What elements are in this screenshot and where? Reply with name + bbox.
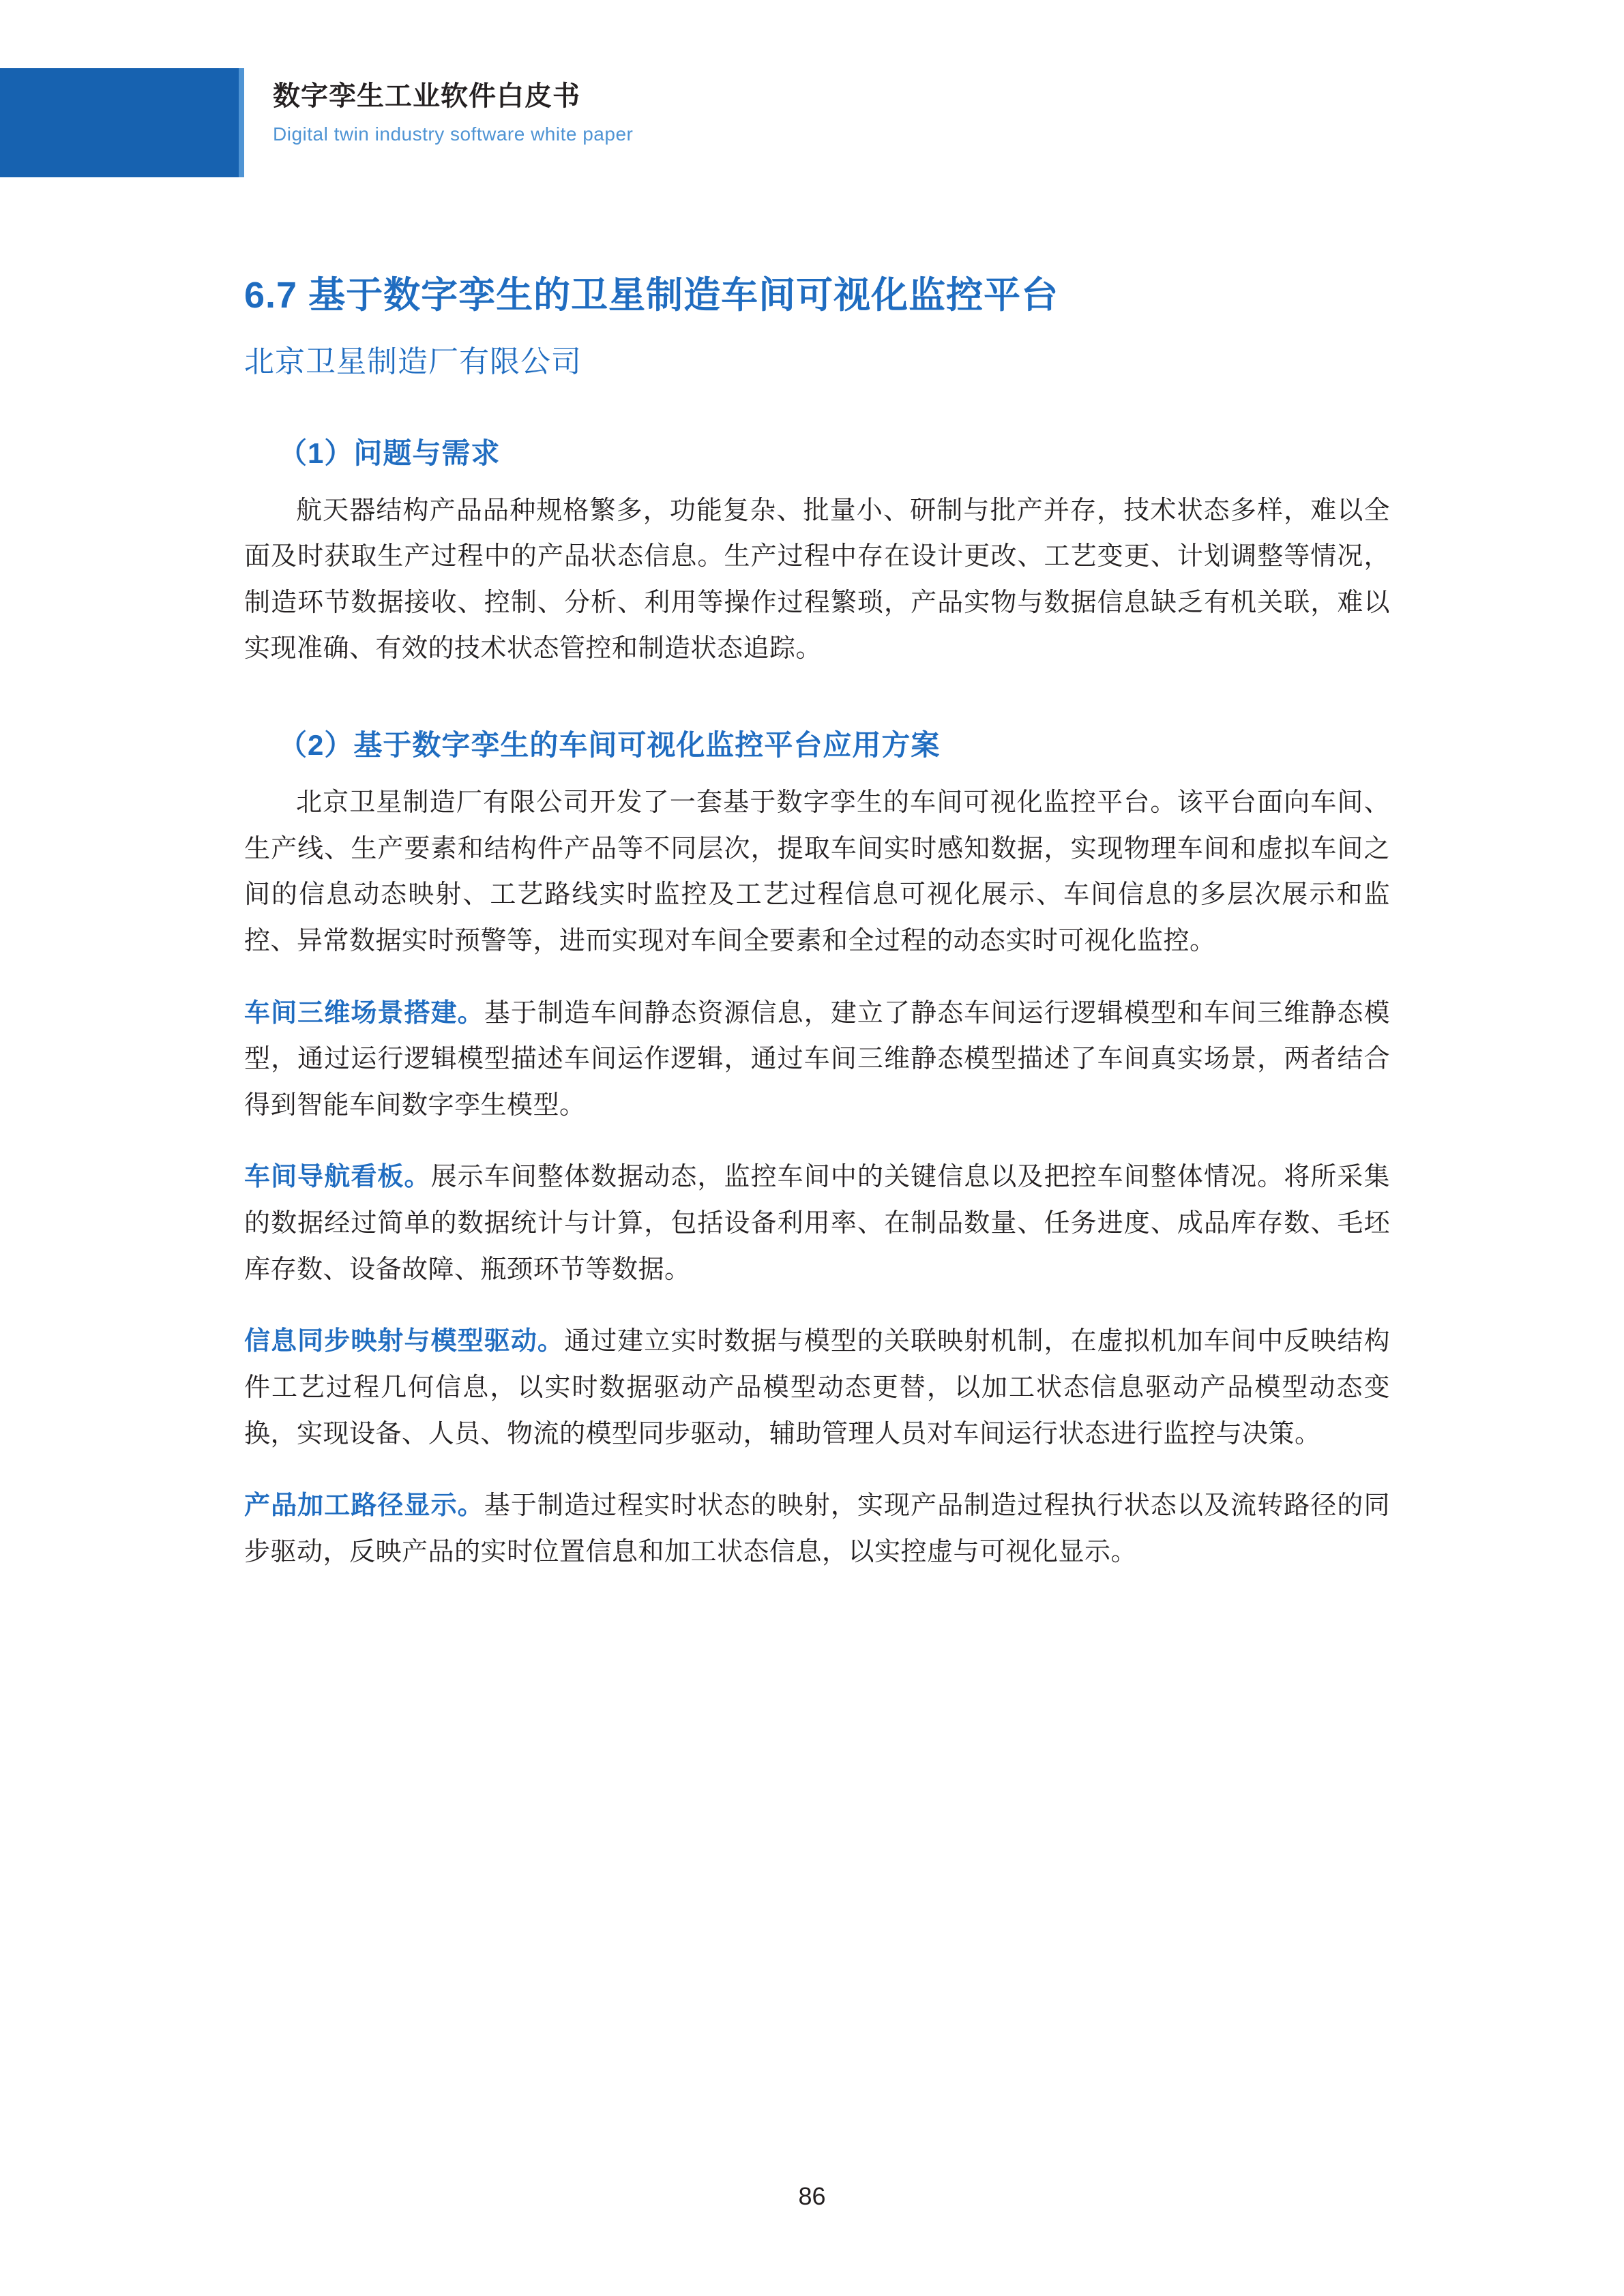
- header-blue-bar: [0, 68, 239, 177]
- feature-item-4-lead: 产品加工路径显示。: [244, 1491, 484, 1521]
- header-accent-bar: [239, 68, 244, 177]
- page-header: [0, 0, 1624, 205]
- subsection-heading-2: （2）基于数字孪生的车间可视化监控平台应用方案: [278, 729, 941, 761]
- feature-item-2: [244, 1154, 1390, 1293]
- feature-item-1-body: 基于制造车间静态资源信息，建立了静态车间运行逻辑模型和车间三维静态模型，通过运行逻辑模型描述车间运作逻辑，通过车间三维静态模型描述了车间真实场景，两者结合得到智能车间数字孪生模型。: [244, 998, 1390, 1120]
- feature-item-4-body: 基于制造过程实时状态的映射，实现产品制造过程执行状态以及流转路径的同步驱动，反映产品的实时位置信息和加工状态信息，以实控虚与可视化显示。: [244, 1491, 1390, 1566]
- subsection-heading-1: （1）问题与需求: [278, 436, 501, 469]
- company-name: 北京卫星制造厂有限公司: [244, 344, 582, 378]
- feature-item-2-body: 展示车间整体数据动态，监控车间中的关键信息以及把控车间整体情况。将所采集的数据经过简单的数据统计与计算，包括设备利用率、在制品数量、任务进度、成品库存数、毛坯库存数、设备故障、瓶颈环节等数据。: [244, 1163, 1390, 1284]
- feature-item-1-lead: 车间三维场景搭建。: [244, 998, 484, 1028]
- page-title: 6.7 基于数字孪生的卫星制造车间可视化监控平台: [244, 275, 1059, 316]
- feature-item-2-lead: 车间导航看板。: [244, 1163, 431, 1192]
- feature-item-1: [244, 991, 1390, 1129]
- header-title-cn: 数字孪生工业软件白皮书: [273, 81, 580, 111]
- subsection-1-paragraph-1: 航天器结构产品品种规格繁多，功能复杂、批量小、研制与批产并存，技术状态多样，难以全面及时获取生产过程中的产品状态信息。生产过程中存在设计更改、工艺变更、计划调整等情况，制造环节数据接收、控制、分析、利用等操作过程繁琐，产品实物与数据信息缺乏有机关联，难以实现准确、有效的技术状态管控和制造状态追踪。: [244, 496, 1390, 664]
- feature-item-3-body: 通过建立实时数据与模型的关联映射机制，在虚拟机加车间中反映结构件工艺过程几何信息，以实时数据驱动产品模型动态更替，以加工状态信息驱动产品模型动态变换，实现设备、人员、物流的模型同步驱动，辅助管理人员对车间运行状态进行监控与决策。: [244, 1327, 1390, 1448]
- feature-item-3: [244, 1319, 1390, 1457]
- feature-item-4: [244, 1483, 1390, 1575]
- feature-item-3-lead: 信息同步映射与模型驱动。: [244, 1327, 564, 1356]
- header-title-en: Digital twin industry software white paper: [273, 123, 634, 145]
- page-number: 86: [798, 2182, 826, 2210]
- document-body: [244, 273, 1390, 1575]
- header-text-block: [273, 78, 633, 145]
- subsection-2-paragraph-1: 北京卫星制造厂有限公司开发了一套基于数字孪生的车间可视化监控平台。该平台面向车间、生产线、生产要素和结构件产品等不同层次，提取车间实时感知数据，实现物理车间和虚拟车间之间的信息动态映射、工艺路线实时监控及工艺过程信息可视化展示、车间信息的多层次展示和监控、异常数据实时预警等，进而实现对车间全要素和全过程的动态实时可视化监控。: [244, 788, 1390, 955]
